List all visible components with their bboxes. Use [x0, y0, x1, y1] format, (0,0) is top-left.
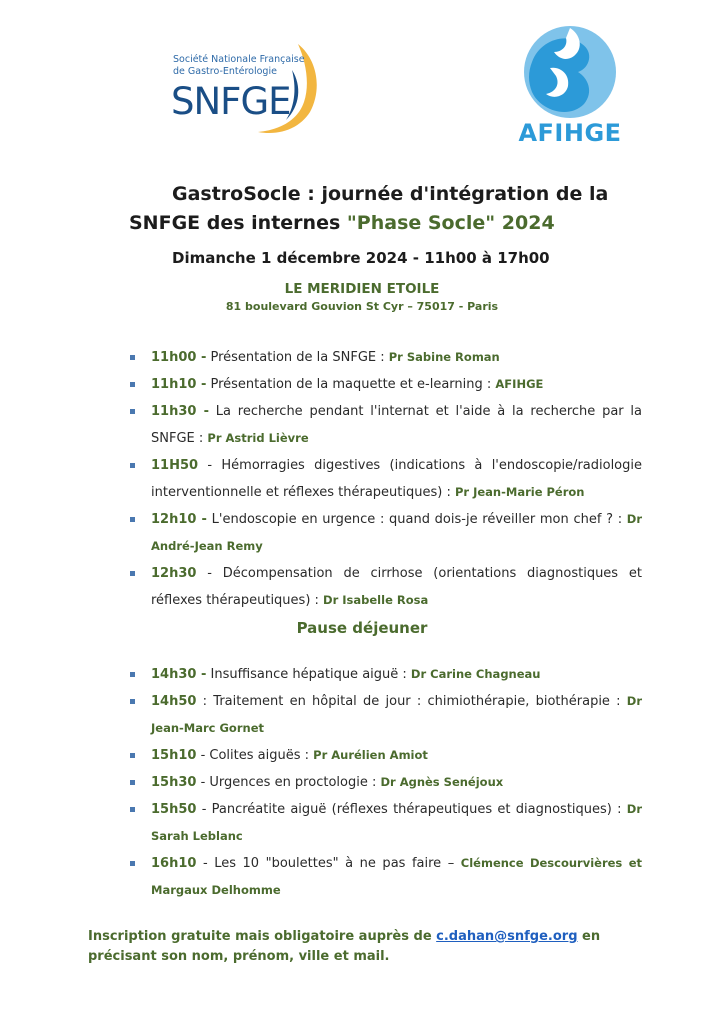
program-speaker: AFIHGE: [495, 377, 544, 391]
afihge-wordmark: AFIHGE: [518, 119, 622, 147]
event-date: Dimanche 1 décembre 2024 - 11h00 à 17h00: [172, 249, 550, 267]
program-speaker: Pr Aurélien Amiot: [313, 748, 428, 762]
program-item: [130, 661, 642, 688]
title-line-2: [100, 209, 660, 238]
program-time: 11h00 -: [151, 350, 207, 365]
program-item: [130, 560, 642, 614]
program-text: - Les 10 "boulettes" à ne pas faire –: [196, 856, 461, 871]
registration-text-start: Inscription gratuite mais obligatoire auprès de: [88, 929, 437, 944]
snfge-wordmark: SNFGE: [171, 80, 291, 123]
program-speaker: Dr Jean-Marc Gornet: [151, 694, 642, 735]
snfge-org-line1: Société Nationale Française: [173, 54, 305, 65]
program-text: - Hémorragies digestives (indications à l'endoscopie/radiologie interventionnelle et réflexes thérapeutiques) :: [151, 458, 642, 500]
program-text: L'endoscopie en urgence : quand dois-je réveiller mon chef ? :: [206, 512, 627, 527]
program-time: 16h10: [151, 856, 197, 871]
title-line-2-text: SNFGE des internes: [129, 212, 347, 234]
program-text: Insuffisance hépatique aiguë :: [206, 667, 411, 682]
program-text: Présentation de la maquette et e-learning :: [206, 377, 496, 392]
lunch-break: Pause déjeuner: [296, 619, 428, 637]
program-time: 14h50: [151, 694, 197, 709]
registration-note: [88, 927, 638, 967]
venue-name: LE MERIDIEN ETOILE: [284, 281, 440, 297]
program-text: La recherche pendant l'internat et l'aide à la recherche par la SNFGE :: [151, 404, 643, 446]
program-time: 15h30: [151, 775, 197, 790]
program-text: : Traitement en hôpital de jour : chimiothérapie, biothérapie :: [196, 694, 627, 709]
program-item: [130, 688, 642, 742]
event-title: [100, 180, 660, 238]
title-highlight: "Phase Socle" 2024: [346, 212, 555, 234]
program-item: [130, 850, 642, 904]
venue-address: 81 boulevard Gouvion St Cyr – 75017 - Paris: [225, 300, 499, 313]
program-speaker: Pr Jean-Marie Péron: [454, 485, 585, 499]
program-text: Présentation de la SNFGE :: [206, 350, 389, 365]
program-speaker: Dr Agnès Senéjoux: [380, 775, 504, 789]
title-line-1: GastroSocle : journée d'intégration de la: [172, 183, 609, 205]
program-item: [130, 452, 642, 506]
program-item: [130, 398, 642, 452]
program-time: 11H50: [151, 458, 199, 473]
program-time: 11h10 -: [151, 377, 207, 392]
program-speaker: Pr Astrid Lièvre: [207, 431, 309, 445]
program-speaker: Dr Carine Chagneau: [410, 667, 541, 681]
snfge-org-name: [173, 54, 305, 78]
program-item: [130, 796, 642, 850]
program-time: 15h50: [151, 802, 197, 817]
program-time: 11h30 -: [151, 404, 210, 419]
program-speaker: Dr André-Jean Remy: [151, 512, 643, 553]
program-speaker: Dr Sarah Leblanc: [151, 802, 642, 843]
afihge-stomach-icon: [510, 22, 630, 120]
registration-text-end: en précisant son nom, prénom, ville et mail.: [88, 929, 601, 964]
program-text: - Décompensation de cirrhose (orientations diagnostiques et réflexes thérapeutiques) :: [151, 566, 642, 608]
program-item: [130, 371, 642, 398]
program-text: - Urgences en proctologie :: [196, 775, 381, 790]
program-speaker: Dr Isabelle Rosa: [323, 593, 429, 607]
program-speaker: Clémence Descourvières et Margaux Delhomme: [151, 856, 642, 897]
program-speaker: Pr Sabine Roman: [388, 350, 500, 364]
program-time: 15h10: [151, 748, 197, 763]
program-text: - Colites aiguës :: [196, 748, 314, 763]
program-time: 12h10 -: [151, 512, 207, 527]
program-text: - Pancréatite aiguë (réflexes thérapeutiques et diagnostiques) :: [196, 802, 627, 817]
program-item: [130, 742, 642, 769]
snfge-org-line2: de Gastro-Entérologie: [173, 66, 277, 77]
registration-email-link[interactable]: c.dahan@snfge.org: [436, 929, 578, 944]
program-item: [130, 344, 642, 371]
afternoon-program: [130, 661, 642, 904]
program-time: 14h30 -: [151, 667, 207, 682]
program-item: [130, 506, 642, 560]
program-time: 12h30: [151, 566, 197, 581]
program-item: [130, 769, 642, 796]
morning-program: [130, 344, 642, 614]
